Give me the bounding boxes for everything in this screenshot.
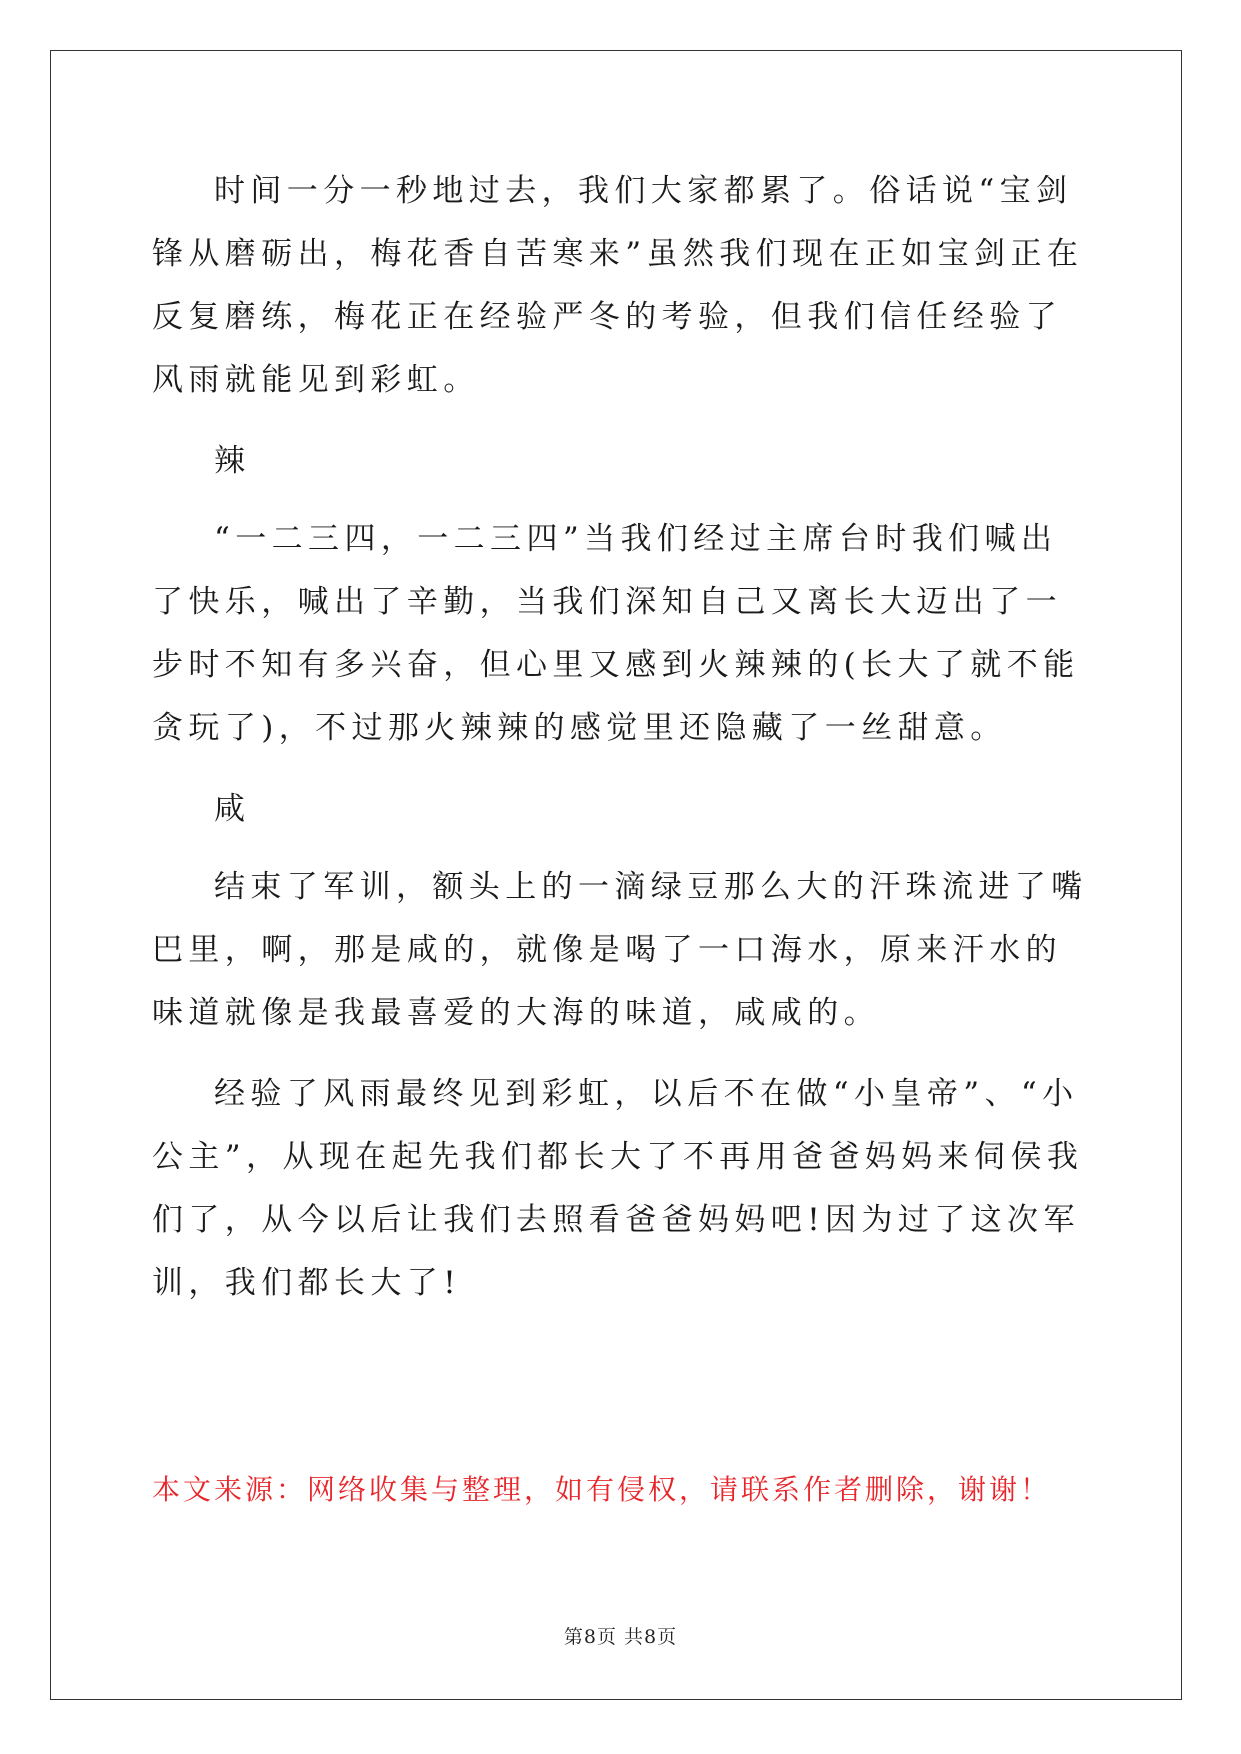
source-disclaimer: 本文来源：网络收集与整理，如有侵权，请联系作者删除，谢谢！	[152, 1473, 1052, 1506]
section-heading-spicy: 辣	[214, 443, 251, 479]
document-body	[152, 160, 1092, 1333]
paragraph: “一二三四，一二三四”当我们经过主席台时我们喊出了快乐，喊出了辛勤，当我们深知自己又离长大迈出了一步时不知有多兴奋，但心里又感到火辣辣的(长大了就不能贪玩了)，不过那火辣辣的感觉里还隐藏了一丝甜意。	[152, 521, 1080, 746]
page-number: 第8页 共8页	[563, 1626, 678, 1648]
section-heading-salty: 咸	[214, 791, 251, 827]
paragraph: 经验了风雨最终见到彩虹，以后不在做“小皇帝”、“小公主”，从现在起先我们都长大了不再用爸爸妈妈来伺侯我们了，从今以后让我们去照看爸爸妈妈吧!因为过了这次军训，我们都长大了!	[152, 1076, 1084, 1301]
paragraph: 结束了军训，额头上的一滴绿豆那么大的汗珠流进了嘴巴里，啊，那是咸的，就像是喝了一口海水，原来汗水的味道就像是我最喜爱的大海的味道，咸咸的。	[152, 869, 1088, 1031]
paragraph: 时间一分一秒地过去，我们大家都累了。俗话说“宝剑锋从磨砺出，梅花香自苦寒来”虽然我们现在正如宝剑正在反复磨练，梅花正在经验严冬的考验，但我们信任经验了风雨就能见到彩虹。	[152, 173, 1084, 398]
